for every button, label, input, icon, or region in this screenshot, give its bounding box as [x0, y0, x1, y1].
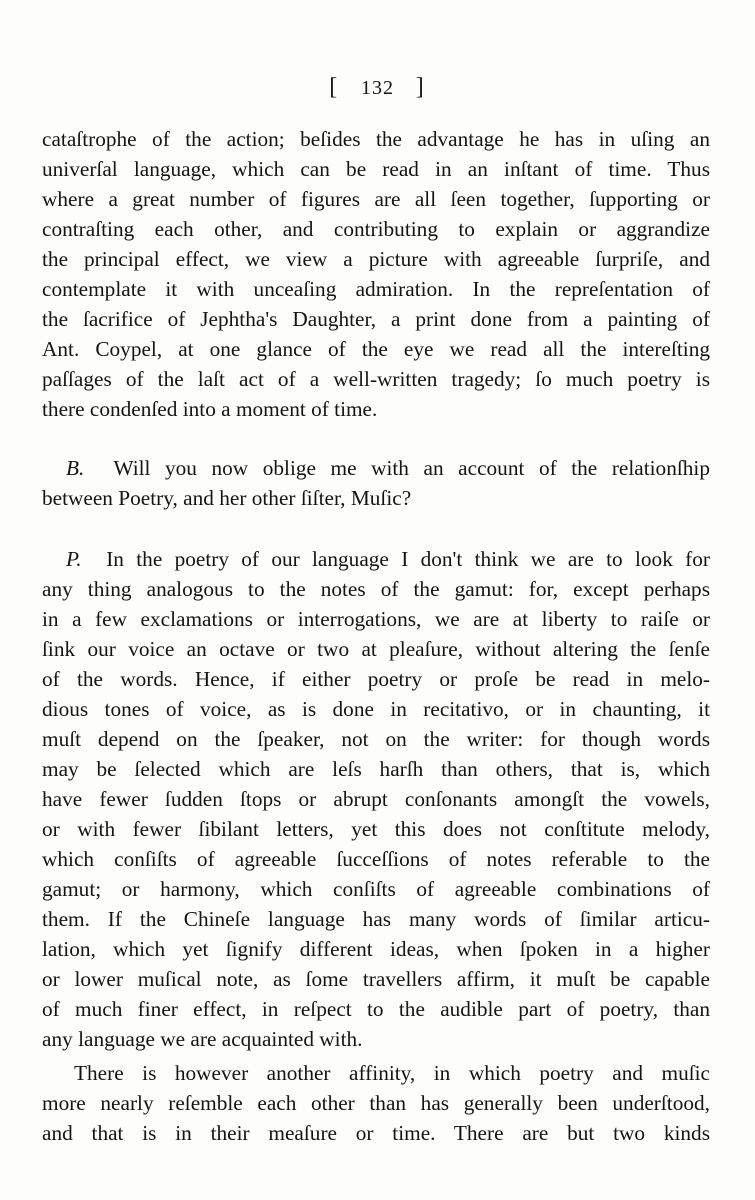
paragraph-4-line: more nearly reſemble each other than has generally been underſtood, — [42, 1091, 710, 1115]
paragraph-3-line: or lower muſical note, as ſome travellers affirm, it muſt be capable — [42, 967, 710, 991]
paragraph-1-line: paſſages of the laſt act of a well-written tragedy; ſo much poetry is — [42, 367, 710, 391]
page-number: 132 — [361, 77, 394, 99]
header-left-bracket: [ — [329, 74, 340, 100]
paragraph-2-first-line — [66, 453, 710, 483]
paragraph-3-line: or with fewer ſibilant letters, yet this does not conſtitute melody, — [42, 817, 710, 841]
paragraph-3-line: any thing analogous to the notes of the gamut: for, except perhaps — [42, 577, 710, 601]
page-header — [0, 74, 755, 101]
paragraph-1-line: the ſacrifice of Jephtha's Daughter, a print done from a painting of — [42, 307, 710, 331]
paragraph-1-line: Ant. Coypel, at one glance of the eye we read all the intereſting — [42, 337, 710, 361]
paragraph-2-line: Will you now oblige me with an account of the relationſhip — [113, 456, 710, 480]
paragraph-3-line: which conſiſts of agreeable ſucceſſions of notes referable to the — [42, 847, 710, 871]
paragraph-3-line: of much finer effect, in reſpect to the audible part of poetry, than — [42, 997, 710, 1021]
paragraph-4-line: and that is in their meaſure or time. There are but two kinds — [42, 1121, 710, 1145]
paragraph-1-line: univerſal language, which can be read in an inſtant of time. Thus — [42, 157, 710, 181]
speaker-p: P. — [66, 547, 82, 571]
paragraph-3-line: have fewer ſudden ſtops or abrupt conſonants amongſt the vowels, — [42, 787, 710, 811]
paragraph-3-line: muſt depend on the ſpeaker, not on the writer: for though words — [42, 727, 710, 751]
paragraph-3-line: lation, which yet ſignify different ideas, when ſpoken in a higher — [42, 937, 710, 961]
paragraph-3-line: dious tones of voice, as is done in recitativo, or in chaunting, it — [42, 697, 710, 721]
paragraph-3-line: gamut; or harmony, which conſiſts of agreeable combinations of — [42, 877, 710, 901]
paragraph-2-line: between Poetry, and her other ſiſter, Muſic? — [42, 486, 412, 510]
paragraph-1-line: where a great number of figures are all ſeen together, ſupporting or — [42, 187, 710, 211]
paragraph-1-line: contraſting each other, and contributing to explain or aggrandize — [42, 217, 710, 241]
paragraph-3-line: ſink our voice an octave or two at pleaſure, without altering the ſenſe — [42, 637, 710, 661]
paragraph-1-line: there condenſed into a moment of time. — [42, 397, 378, 421]
paragraph-3-line: of the words. Hence, if either poetry or proſe be read in melo- — [42, 667, 710, 691]
speaker-b: B. — [66, 456, 85, 480]
paragraph-1-line: cataſtrophe of the action; beſides the advantage he has in uſing an — [42, 127, 710, 151]
paragraph-1-line: contemplate it with unceaſing admiration. In the repreſentation of — [42, 277, 710, 301]
paragraph-3-line: in a few exclamations or interrogations, we are at liberty to raiſe or — [42, 607, 710, 631]
paragraph-1-line: the principal effect, we view a picture with agreeable ſurpriſe, and — [42, 247, 710, 271]
paragraph-3-line: may be ſelected which are leſs harſh than others, that is, which — [42, 757, 710, 781]
header-right-bracket: ] — [415, 74, 426, 100]
paragraph-3-line: any language we are acquainted with. — [42, 1027, 363, 1051]
paragraph-3-first-line — [66, 544, 710, 574]
paragraph-3-line: In the poetry of our language I don't think we are to look for — [106, 547, 710, 571]
paragraph-4-line: There is however another affinity, in which poetry and muſic — [74, 1061, 710, 1085]
paragraph-3-line: them. If the Chineſe language has many words of ſimilar articu- — [42, 907, 710, 931]
